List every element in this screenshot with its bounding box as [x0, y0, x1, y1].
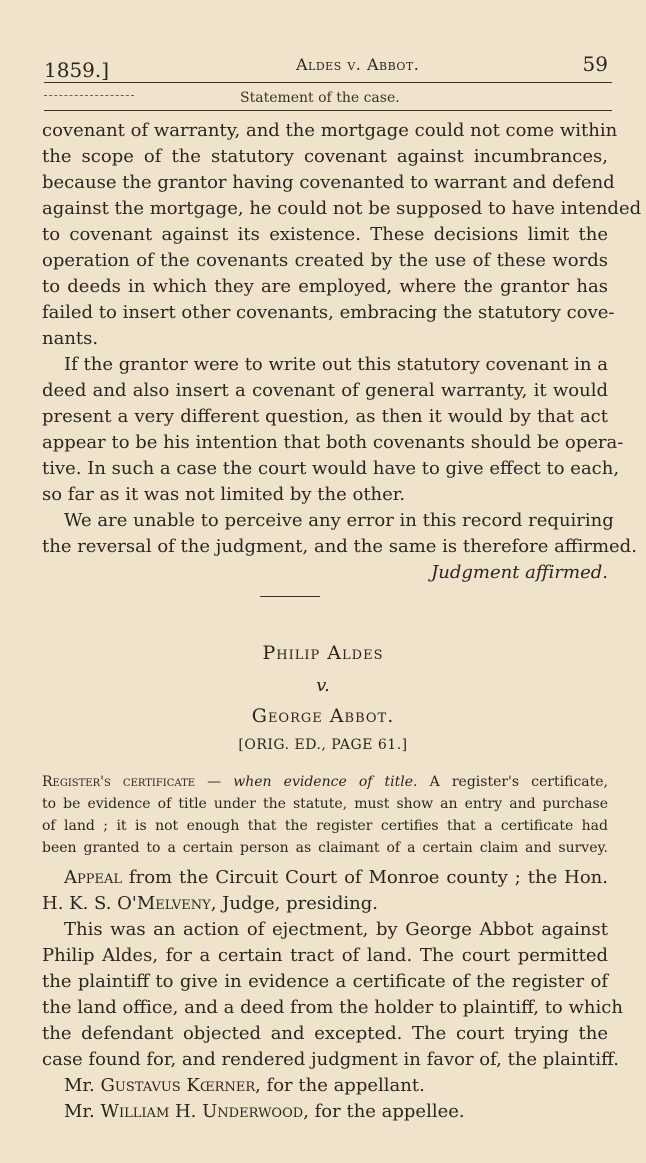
counsel-name: William H. Underwood	[100, 1101, 304, 1122]
opinion-line: failed to insert other covenants, embracing the statutory cove-	[42, 302, 615, 323]
case-appellant: Philip Aldes	[262, 642, 384, 664]
judge-rest: , Judge, presiding.	[210, 893, 379, 914]
headnote-dash: —	[195, 774, 234, 790]
headnote-topic: Register's certificate	[42, 774, 196, 790]
opinion-line: nants.	[42, 328, 99, 349]
counsel-name: Gustavus Kœrner	[100, 1075, 256, 1096]
opinion-line: against the mortgage, he could not be supposed to have intended	[42, 198, 642, 219]
opinion-line: because the grantor having covenanted to warrant and defend	[42, 172, 615, 193]
headnote-line	[42, 772, 608, 793]
statement-judge-line	[42, 891, 608, 917]
headnote-line: been granted to a certain person as claimant of a certain claim and survey.	[42, 840, 608, 856]
header-year: 1859.]	[44, 58, 110, 82]
header-running-title: Aldes v. Abbot.	[296, 55, 420, 74]
judge-name: H. K. S. O'Melveny	[42, 893, 211, 914]
opinion-line: so far as it was not limited by the other.	[42, 484, 406, 505]
opinion-line: to deeds in which they are employed, where the grantor has	[42, 276, 608, 297]
opinion-line: appear to be his intention that both covenants should be opera-	[42, 432, 624, 453]
counsel-role: , for the appellee.	[303, 1101, 465, 1122]
counsel-prefix: Mr.	[64, 1075, 101, 1096]
statement-line: Philip Aldes, for a certain tract of land. The court permitted	[42, 945, 608, 966]
statement-line: the land office, and a deed from the holder to plaintiff, to which	[42, 997, 623, 1018]
headnote-line: of land ; it is not enough that the register certifies that a certificate had	[42, 818, 608, 834]
statement-line: case found for, and rendered judgment in favor of, the plaintiff.	[42, 1049, 620, 1070]
running-header	[44, 52, 610, 80]
statement-line: the defendant objected and excepted. The court trying the	[42, 1023, 608, 1044]
opinion-line: deed and also insert a covenant of general warranty, it would	[42, 380, 608, 401]
statement-line: This was an action of ejectment, by George Abbot against	[64, 919, 608, 940]
headnote-line: to be evidence of title under the statute, must show an entry and purchase	[42, 796, 608, 812]
judgment-affirmed: Judgment affirmed.	[431, 562, 608, 583]
page-number: 59	[582, 52, 608, 76]
header-dash-rule	[44, 95, 134, 96]
headnote-first-rest: A register's certificate,	[417, 774, 608, 790]
appeal-rest: from the Circuit Court of Monroe county ; the Hon.	[122, 867, 608, 888]
opinion-line: We are unable to perceive any error in this record requiring	[64, 510, 614, 531]
counsel-prefix: Mr.	[64, 1101, 101, 1122]
opinion-line: present a very different question, as then it would by that act	[42, 406, 608, 427]
section-separator	[260, 596, 320, 597]
original-page-ref: [ORIG. ED., PAGE 61.]	[238, 737, 408, 753]
headnote-subtopic: when evidence of title.	[233, 774, 418, 790]
counsel-role: , for the appellant.	[255, 1075, 425, 1096]
opinion-line: If the grantor were to write out this statutory covenant in a	[64, 354, 608, 375]
subheading-rule	[44, 110, 612, 111]
counsel-appellee	[42, 1099, 608, 1125]
case-versus: v.	[316, 675, 330, 696]
opinion-line: covenant of warranty, and the mortgage could not come within	[42, 120, 618, 141]
statement-line: the plaintiff to give in evidence a certificate of the register of	[42, 971, 608, 992]
counsel-appellant	[42, 1073, 608, 1099]
header-rule	[44, 82, 612, 83]
opinion-line: the scope of the statutory covenant against incumbrances,	[42, 146, 608, 167]
opinion-line: operation of the covenants created by the use of these words	[42, 250, 608, 271]
statement-appeal-line	[42, 865, 608, 891]
case-appellee: George Abbot.	[251, 705, 395, 727]
opinion-line: to covenant against its existence. These decisions limit the	[42, 224, 608, 245]
subheading: Statement of the case.	[240, 90, 400, 106]
opinion-line: the reversal of the judgment, and the same is therefore affirmed.	[42, 536, 637, 557]
appeal-word: Appeal	[64, 867, 123, 888]
opinion-line: tive. In such a case the court would have to give effect to each,	[42, 458, 620, 479]
